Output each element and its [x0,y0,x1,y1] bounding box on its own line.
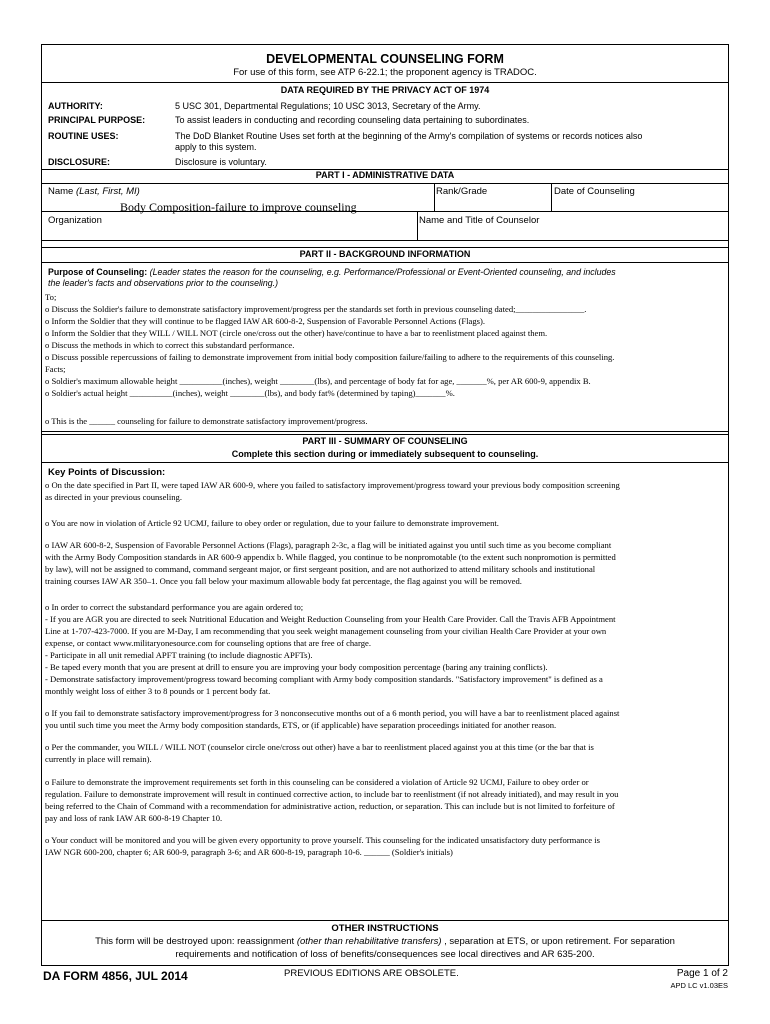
authority-label: AUTHORITY: [48,101,103,111]
disclosure-value: Disclosure is voluntary. [175,157,267,167]
background-line: o Inform the Soldier that they WILL / WILL NOT (circle one/cross out the other) have/continue to have a bar to reenlistment placed against them. [45,328,548,338]
name-field-entry[interactable]: Body Composition-failure to improve counseling [120,200,357,214]
other-instructions-line-2: requirements and notification of loss of benefits/consequences see local directives and AR 635-200. [175,949,595,960]
divider [42,431,728,432]
rank-grade-label: Rank/Grade [436,186,488,197]
counseling-count-line[interactable]: o This is the ______ counseling for failure to demonstrate satisfactory improvement/progress. [45,416,368,426]
organization-label: Organization [48,215,102,226]
background-line: o Discuss possible repercussions of failing to demonstrate improvement from initial body composition failure/failing to adhere to the requirements of this counseling. [45,352,615,362]
other-instructions-heading: OTHER INSTRUCTIONS [331,923,439,934]
purpose-label: PRINCIPAL PURPOSE: [48,115,146,125]
routine-uses-value-2: apply to this system. [175,142,257,152]
disclosure-label: DISCLOSURE: [48,157,111,167]
background-lines[interactable] [45,291,725,399]
divider [42,462,728,463]
date-of-counseling-label: Date of Counseling [554,186,635,197]
previous-editions-note: PREVIOUS EDITIONS ARE OBSOLETE. [284,968,459,979]
divider [417,211,418,240]
form-version: APD LC v1.03ES [670,981,728,990]
background-line: o Soldier's maximum allowable height __________(inches), weight ________(lbs), and percentage of body fat for age, _______%, per AR 600-9, appendix B. [45,376,591,386]
key-point-paragraph[interactable]: o In order to correct the substandard performance you are again ordered to; - If you are AGR you are directed to seek Nutritional Education and Weight Reduction Counseling from your Health Care Provider. Call the Travis AFB Appointment Line at 1-707-423-7000. If you are M-Day, I am recommending that you seek weight management counseling from your civilian Health Care Provider at your own expense, or contact www.militaryonesource.com for counseling options that are free of charge. - Participate in all unit remedial APFT training (to include diagnostic APFTs). - Be taped every month that you are present at drill to ensure you are improving your body composition percentage (baring any training conflicts). - Demonstrate satisfactory improvement/progress toward becoming compliant with Army body composition standards. "Satisfactory improvement" is defined as a monthly weight loss of either 3 to 8 pounds or 1 percent body fat. [45,602,616,696]
purpose-of-counseling: Purpose of Counseling: (Leader states the reason for the counseling, e.g. Performance/Professional or Event-Oriented counseling, and includes [48,267,616,277]
key-point-paragraph[interactable]: o Per the commander, you WILL / WILL NOT (counselor circle one/cross out other) have a bar to reenlistment placed against you at this time (or the bar that is currently in place will remain). [45,742,594,764]
background-line: To; [45,292,57,302]
counseling-form [41,44,729,966]
divider [42,240,728,241]
background-line: o Soldier's actual height __________(inches), weight ________(lbs), and body fat% (determined by taping)_______%. [45,388,455,398]
background-line: o Discuss the Soldier's failure to demonstrate satisfactory improvement/progress per the standards set forth in previous counseling dated;________________. [45,304,587,314]
page-number: Page 1 of 2 [676,968,728,979]
name-hint: (Last, First, MI) [75,186,140,197]
key-point-paragraph[interactable]: o IAW AR 600-8-2, Suspension of Favorable Personnel Actions (Flags), paragraph 2-3c, a flag will be initiated against you until such time as you become compliant with the Army Body Composition standards in AR 600-9 appendix b. While flagged, you continue to be nonpromotable (to the extent such nonpromotion is permitted by law), will not be assigned to command, command sergeant major, or first sergeant position, and are not authorized to attend military schools and institutional training courses IAW AR 350–1. Once you fall below your maximum allowable body fat percentage, the flag against you will be removed. [45,540,616,586]
key-point-paragraph[interactable]: o Failure to demonstrate the improvement requirements set forth in this counseling can be considered a violation of Article 92 UCMJ, Failure to obey order or regulation. Failure to demonstrate improvement will result in continued corrective action, to include bar to reenlistment (if not already initiated), and may result in you being referred to the Chain of Command with a recommendation for administrative action, reduction, or separation. This can include but is not limited to forfeiture of pay and loss of rank IAW AR 600-8-19 Chapter 10. [45,777,619,823]
key-point-paragraph[interactable]: o On the date specified in Part II, were taped IAW AR 600-9, where you failed to satisfactory improvement/progress toward your previous body composition screening as directed in your previous counseling. [45,480,620,502]
privacy-heading: DATA REQUIRED BY THE PRIVACY ACT OF 1974 [280,85,490,95]
part2-heading: PART II - BACKGROUND INFORMATION [299,249,471,259]
part1-heading: PART I - ADMINISTRATIVE DATA [315,170,455,180]
divider [42,920,728,921]
purpose-hint-line-2: the leader's facts and observations prior to the counseling.) [48,278,279,288]
background-line: o Inform the Soldier that they will continue to be flagged IAW AR 600-8-2, Suspension of Favorable Personnel Actions (Flags). [45,316,485,326]
other-instructions-line-1: This form will be destroyed upon: reassignment (other than rehabilitative transfers) , separation at ETS, or upon retirement. For separation [95,936,675,947]
divider [42,183,728,184]
form-subtitle: For use of this form, see ATP 6-22.1; the proponent agency is TRADOC. [233,67,537,78]
divider [434,183,435,211]
divider [551,183,552,211]
divider [42,247,728,248]
key-point-paragraph[interactable]: o If you fail to demonstrate satisfactory improvement/progress for 3 nonconsecutive months out of a 6 month period, you will have a bar to reenlistment placed against you until such time you meet the Army body composition standards, ETS, or (if applicable) have separation proceedings initiated for another reason. [45,708,620,730]
name-label: Name (Last, First, MI) [48,186,140,197]
background-line: o Discuss the methods in which to correct this substandard performance. [45,340,295,350]
part3-heading: PART III - SUMMARY OF COUNSELING [302,436,468,446]
routine-uses-value-1: The DoD Blanket Routine Uses set forth at the beginning of the Army's compilation of systems or records notices also [175,131,643,141]
divider [42,211,728,212]
key-points-label: Key Points of Discussion: [48,467,166,478]
divider [42,434,728,435]
purpose-value: To assist leaders in conducting and recording counseling data pertaining to subordinates. [175,115,530,125]
authority-value: 5 USC 301, Departmental Regulations; 10 USC 3013, Secretary of the Army. [175,101,481,111]
form-title: DEVELOPMENTAL COUNSELING FORM [266,52,504,66]
divider [42,82,728,83]
background-line: Facts; [45,364,66,374]
routine-uses-label: ROUTINE USES: [48,131,119,141]
divider [42,262,728,263]
form-number: DA FORM 4856, JUL 2014 [43,969,188,983]
counselor-label: Name and Title of Counselor [419,215,540,226]
key-point-paragraph[interactable]: o Your conduct will be monitored and you will be given every opportunity to prove yourself. This counseling for the indicated unsatisfactory duty performance is IAW NGR 600-200, chapter 6; AR 600-9, paragraph 3-6; and AR 600-8-19, paragraph 10-6. ______ (Soldier's initials) [45,835,600,857]
part3-subheading: Complete this section during or immediately subsequent to counseling. [231,449,539,459]
key-point-paragraph[interactable]: o You are now in violation of Article 92 UCMJ, failure to obey order or regulation, due to your failure to demonstrate improvement. [45,518,499,528]
